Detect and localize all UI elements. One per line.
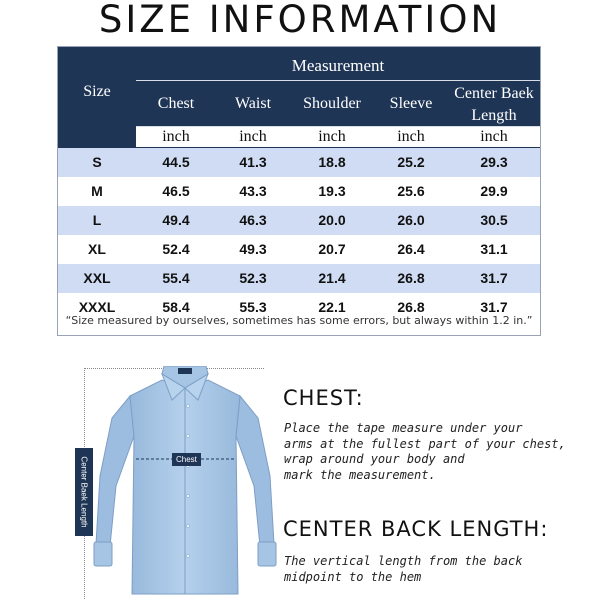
waist-cell: 46.3 [239, 212, 267, 228]
button [186, 494, 189, 497]
chest-tag: Chest [172, 453, 201, 466]
sleeve-cell: 26.0 [397, 212, 425, 228]
left-cuff [94, 542, 112, 566]
waist-cell: 49.3 [239, 241, 267, 257]
table-row [58, 206, 540, 235]
size-cell: M [91, 183, 103, 199]
shoulder-cell: 21.4 [318, 270, 346, 286]
center-back-length-cell: 31.7 [480, 270, 508, 286]
chest-line: Place the tape measure under your [284, 421, 523, 435]
center-back-length-tag-text: Center Baek Length [79, 456, 89, 528]
size-cell: L [92, 212, 102, 228]
size-cell: XXL [83, 270, 111, 286]
left-sleeve [96, 396, 134, 546]
size-note: “Size measured by ourselves, sometimes has some errors, but always within 1.2 in.” [65, 314, 533, 327]
chest-cell: 52.4 [162, 241, 190, 257]
size-table [57, 46, 541, 336]
col-header-cbl-line1: Center Baek [454, 85, 534, 102]
header-divider [136, 80, 540, 81]
waist-cell: 43.3 [239, 183, 267, 199]
shoulder-cell: 19.3 [318, 183, 346, 199]
button [186, 554, 189, 557]
size-cell: S [92, 154, 102, 170]
size-header: Size [83, 83, 111, 100]
waist-cell: 52.3 [239, 270, 267, 286]
col-header-sleeve: Sleeve [389, 95, 433, 112]
center-back-length-cell: 31.1 [480, 241, 508, 257]
center-back-length-description [284, 554, 584, 585]
chest-description [284, 421, 584, 483]
sleeve-cell: 26.4 [397, 241, 425, 257]
size-cell: XL [88, 241, 106, 257]
table-row [58, 264, 540, 293]
chest-cell: 49.4 [162, 212, 190, 228]
chest-cell: 55.4 [162, 270, 190, 286]
button [186, 524, 189, 527]
sleeve-cell: 25.2 [397, 154, 425, 170]
cbl-line: The vertical length from the back [284, 554, 523, 568]
center-back-length-cell: 30.5 [480, 212, 508, 228]
table-row [58, 148, 540, 177]
unit-waist: inch [216, 127, 290, 147]
center-back-length-tag [75, 448, 93, 536]
chest-line: arms at the fullest part of your chest, [284, 436, 566, 451]
shoulder-cell: 20.0 [318, 212, 346, 228]
col-header-chest: Chest [157, 95, 195, 112]
table-row [58, 235, 540, 264]
col-header-waist: Waist [234, 95, 272, 112]
chest-cell: 46.5 [162, 183, 190, 199]
table-header [58, 47, 540, 148]
col-header-cbl-line2: Length [471, 107, 517, 124]
chest-cell: 44.5 [162, 154, 190, 170]
sleeve-cell: 25.6 [397, 183, 425, 199]
shoulder-cell: 20.7 [318, 241, 346, 257]
measurement-header: Measurement [291, 56, 385, 75]
right-sleeve [236, 396, 274, 546]
size-cell: XXXL [78, 299, 116, 315]
col-header-center-back-length [448, 83, 540, 127]
cbl-line: midpoint to the hem [284, 569, 422, 584]
col-header-shoulder: Shoulder [303, 95, 361, 112]
center-back-length-heading: CENTER BACK LENGTH: [283, 517, 549, 541]
waist-cell: 55.3 [239, 299, 267, 315]
unit-shoulder: inch [290, 127, 374, 147]
unit-sleeve: inch [374, 127, 448, 147]
center-back-length-cell: 29.9 [480, 183, 508, 199]
chest-cell: 58.4 [162, 299, 190, 315]
center-back-length-cell: 31.7 [480, 299, 508, 315]
unit-center-back-length: inch [448, 127, 540, 147]
shoulder-cell: 22.1 [318, 299, 346, 315]
collar-tag [178, 368, 192, 374]
shoulder-cell: 18.8 [318, 154, 346, 170]
sleeve-cell: 26.8 [397, 299, 425, 315]
page-title: SIZE INFORMATION [98, 0, 502, 41]
shirt-illustration [90, 366, 280, 598]
sleeve-cell: 26.8 [397, 270, 425, 286]
chest-heading: CHEST: [283, 386, 364, 410]
right-cuff [258, 542, 276, 566]
chest-line: mark the measurement. [284, 467, 436, 482]
waist-cell: 41.3 [239, 154, 267, 170]
button [186, 404, 189, 407]
unit-chest: inch [136, 127, 216, 147]
button [186, 434, 189, 437]
chest-line: wrap around your body and [284, 452, 465, 466]
table-row [58, 177, 540, 206]
center-back-length-cell: 29.3 [480, 154, 508, 170]
